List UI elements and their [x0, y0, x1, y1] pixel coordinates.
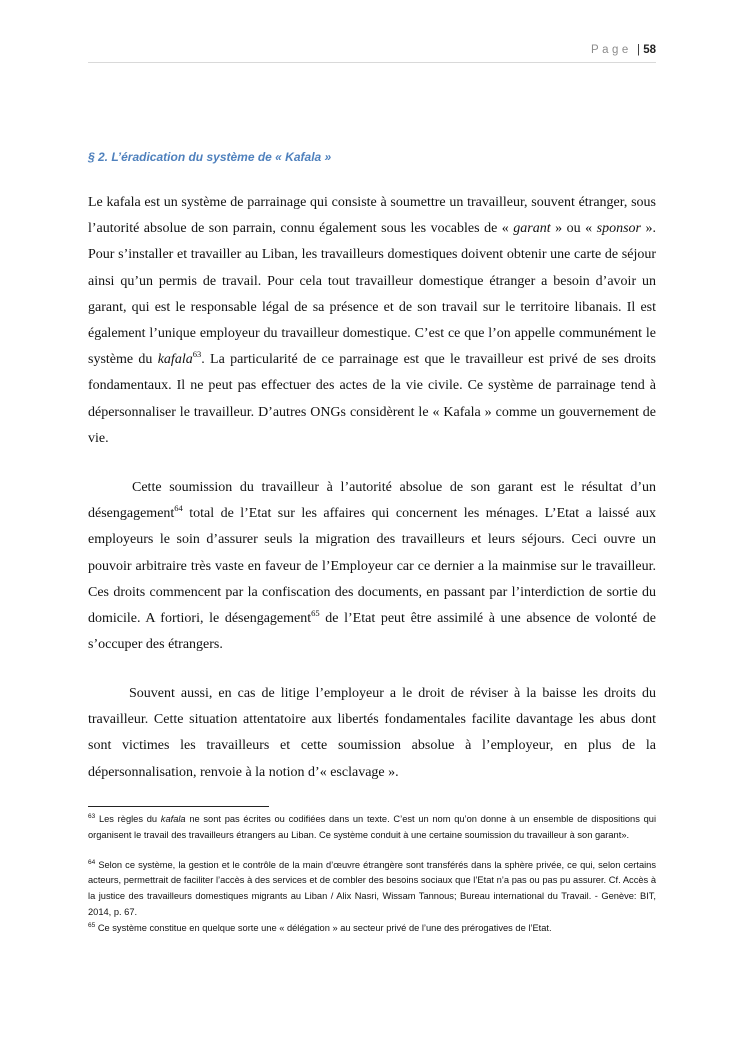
header-rule: [88, 62, 656, 63]
page-separator: |: [637, 44, 640, 56]
term-sponsor: sponsor: [596, 221, 642, 237]
footnote-64: $^{64}$ Selon ce système, la gestion et le contrôle de la main d’œuvre étrangère sont transférés dans la sphère privée, ce qui, selon certains acteurs, permettrait de faciliter l’accès à des services et de combler des besoins sociaux que l’Etat n’a pas ou pas pu assurer. Cf. Accès à la justice des travailleurs domestiques migrants au Liban / Alix Nasri, Wissam Tannous; Bureau international du Travail. - Genève: BIT, 2014, p. 67.: [88, 858, 656, 917]
page-header: [88, 44, 656, 56]
footnote-number-63: 63: [88, 813, 96, 820]
footnote-number-65: 65: [88, 921, 96, 929]
footnote-number-64: 64: [88, 858, 96, 866]
term-kafala: kafala: [157, 352, 193, 368]
term-garant: garant: [513, 221, 551, 237]
paragraph-1: Le kafala est un système de parrainage qui consiste à soumettre un travailleur, souvent étranger, sous l’autorité absolue de son parrain, connu également sous les vocables de « garant » ou « sponsor ». Pour s’installer et travailler au Liban, les travailleurs domestiques doivent obtenir une carte de séjour ainsi qu’un permis de travail. Pour cela tout travailleur domestique étranger a besoin d’avoir un garant, qui est le responsable légal de sa présence et de son travail sur le territoire libanais. Il est également l’unique employeur du travailleur domestique. C’est ce que l’on appelle communément le système du kafala$^{63}$. La particularité de ce parrainage est que le travailleur est privé de ses droits fondamentaux. Il ne peut pas effectuer des actes de la vie civile. Ce système de parrainage tend à dépersonnaliser le travailleur. D’autres ONGs considèrent le « Kafala » comme un gouvernement de vie.: [88, 195, 657, 446]
footnote-63: $^{63}$ Les règles du kafala ne sont pas écrites ou codifiées dans un texte. C’est un nom qu’on donne à un ensemble de dispositions qui organisent le travail des travailleurs étrangers au Liban. Ce système conduit à une certaine soumission du travailleur à son garant».: [88, 813, 657, 840]
footnotes: [88, 812, 656, 937]
section-title: § 2. L’éradication du système de « Kafala »: [88, 150, 332, 164]
footnote-separator: [88, 806, 269, 807]
footnote-65: $^{65}$ Ce système constitue en quelque sorte une « délégation » au secteur privé de l’une des prérogatives de l’Etat.: [88, 921, 552, 933]
page-number: 58: [643, 44, 656, 56]
paragraph-2: Cette soumission du travailleur à l’autorité absolue de son garant est le résultat d’un désengagement$^{64}$ total de l’Etat sur les affaires qui concernent les ménages. L’Etat a laissé aux employeurs le soin d’assurer seuls la migration des travailleurs et leurs séjours. Ceci ouvre un pouvoir arbitraire très vaste en faveur de l’Employeur car ce dernier a la mainmise sur le travailleur. Ces droits commencent par la confiscation des documents, en passant par l’interdiction de sortie du domicile. A fortiori, le désengagement$^{65}$ de l’Etat peut être assimilé à une absence de volonté de s’occuper des étrangers.: [88, 480, 657, 653]
footnote-ref-63[interactable]: 63: [192, 349, 202, 360]
page-label: Page: [590, 44, 632, 56]
paragraph-3: Souvent aussi, en cas de litige l’employeur a le droit de réviser à la baisse les droits du travailleur. Cette situation attentatoire aux libertés fondamentales facilite davantage les abus dont sont victimes les travailleurs et cette soumission absolue à l’employeur, en plus de la dépersonnalisation, renvoie à la notion d’« esclavage ».: [88, 686, 656, 780]
footnote-ref-65[interactable]: 65: [311, 608, 320, 619]
footnote-ref-64[interactable]: 64: [174, 503, 183, 514]
